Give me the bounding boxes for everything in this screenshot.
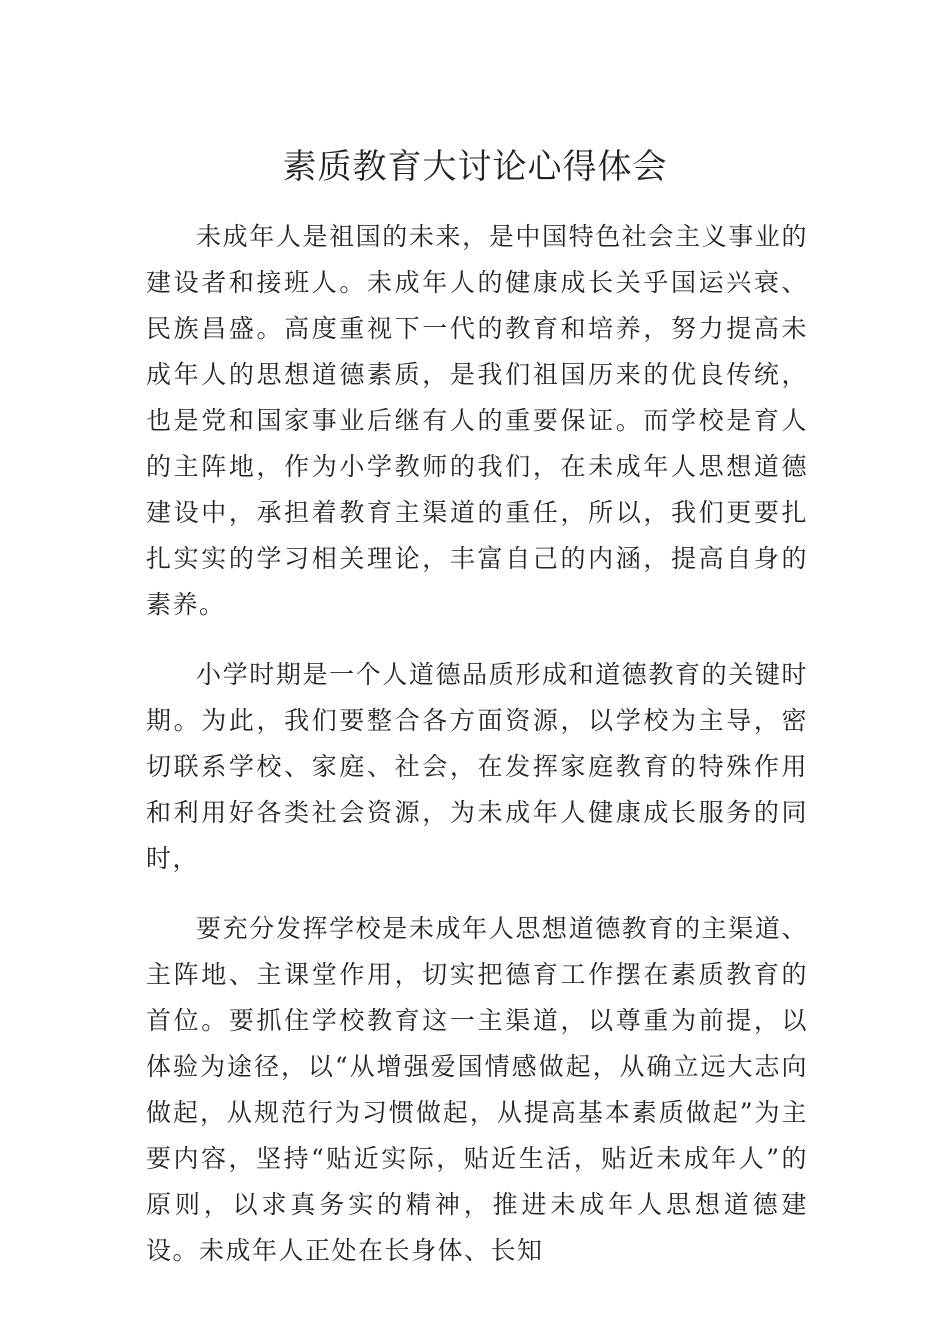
document-body xyxy=(146,214,808,1274)
paragraph-1: 未成年人是祖国的未来，是中国特色社会主义事业的建设者和接班人。未成年人的健康成长关乎国运兴衰、民族昌盛。高度重视下一代的教育和培养，努力提高未成年人的思想道德素质，是我们祖国历来的优良传统，也是党和国家事业后继有人的重要保证。而学校是育人的主阵地，作为小学教师的我们，在未成年人思想道德建设中，承担着教育主渠道的重任，所以，我们更要扎扎实实的学习相关理论，丰富自己的内涵，提高自身的素养。 xyxy=(146,222,808,619)
paragraph-2: 小学时期是一个人道德品质形成和道德教育的关键时期。为此，我们要整合各方面资源，以学校为主导，密切联系学校、家庭、社会，在发挥家庭教育的特殊作用和利用好各类社会资源，为未成年人健康成长服务的同时， xyxy=(146,660,808,873)
document-title: 素质教育大讨论心得体会 xyxy=(282,147,668,187)
paragraph-3: 要充分发挥学校是未成年人思想道德教育的主渠道、主阵地、主课堂作用，切实把德育工作摆在素质教育的首位。要抓住学校教育这一主渠道，以尊重为前提，以体验为途径，以“从增强爱国情感做起，从确立远大志向做起，从规范行为习惯做起，从提高基本素质做起”为主要内容，坚持“贴近实际，贴近生活，贴近未成年人”的原则，以求真务实的精神，推进未成年人思想道德建设。未成年人正处在长身体、长知 xyxy=(146,914,808,1265)
